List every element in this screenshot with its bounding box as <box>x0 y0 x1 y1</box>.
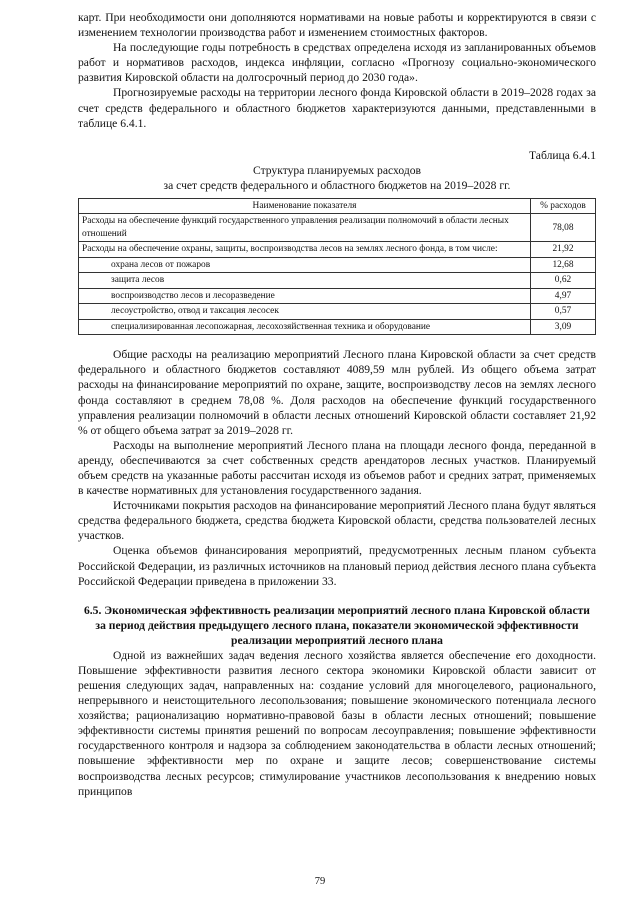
row-value: 3,09 <box>531 319 596 335</box>
table-row <box>79 288 596 304</box>
table-row <box>79 242 596 258</box>
intro-paragraph-1: карт. При необходимости они дополняются нормативами на новые работы и корректируются в связи с изменением технологии производства работ и изменением стоимостных факторов. <box>78 11 596 40</box>
page-number: 79 <box>314 876 326 887</box>
section-heading: 6.5. Экономическая эффективность реализации мероприятий лесного плана Кировской области за период действия предыдущего лесного плана, показатели экономической эффективности реализации мероприятий лесного плана <box>83 603 590 647</box>
row-value: 0,62 <box>531 273 596 289</box>
row-name: воспроизводство лесов и лесоразведение <box>79 288 531 304</box>
column-header-percent: % расходов <box>531 198 596 214</box>
table-row <box>79 319 596 335</box>
row-value: 21,92 <box>531 242 596 258</box>
row-value: 4,97 <box>531 288 596 304</box>
table-row <box>79 257 596 273</box>
row-name: защита лесов <box>79 273 531 289</box>
row-name: лесоустройство, отвод и таксация лесосек <box>79 304 531 320</box>
row-name: Расходы на обеспечение охраны, защиты, воспроизводства лесов на землях лесного фонда, в том числе: <box>79 242 531 258</box>
row-name: Расходы на обеспечение функций государственного управления реализации полномочий в области лесных отношений <box>79 214 531 242</box>
table-caption-line2: за счет средств федерального и областного бюджетов на 2019–2028 гг. <box>163 178 511 192</box>
document-page <box>78 10 596 799</box>
table-caption-line1: Структура планируемых расходов <box>253 163 421 177</box>
expense-structure-table <box>78 198 596 336</box>
row-value: 0,57 <box>531 304 596 320</box>
body-paragraph-4: Оценка объемов финансирования мероприятий, предусмотренных лесным планом субъекта Российской Федерации, из различных источников на плановый период действия лесного плана субъекта Российской Федерации приведена в приложении 33. <box>78 544 596 588</box>
row-name: охрана лесов от пожаров <box>79 257 531 273</box>
table-label: Таблица 6.4.1 <box>529 148 596 162</box>
row-value: 12,68 <box>531 257 596 273</box>
table-header-row <box>79 198 596 214</box>
body-paragraph-2: Расходы на выполнение мероприятий Лесного плана на площади лесного фонда, переданной в аренду, обеспечиваются за счет собственных средств арендаторов лесных участков. Планируемый объем средств на указанные работы рассчитан исходя из объемов работ и средних затрат, применяемых в качестве нормативных для установления государственного задания. <box>78 438 596 498</box>
row-name: специализированная лесопожарная, лесохозяйственная техника и оборудование <box>79 319 531 335</box>
column-header-name: Наименование показателя <box>79 198 531 214</box>
table-row <box>79 304 596 320</box>
body-paragraph-3: Источниками покрытия расходов на финансирование мероприятий Лесного плана будут являться средства федерального бюджета, средства бюджета Кировской области, средства пользователей лесных участков. <box>78 499 596 543</box>
intro-paragraph-3: Прогнозируемые расходы на территории лесного фонда Кировской области в 2019–2028 годах за счет средств федерального и областного бюджетов характеризуются данными, представленными в таблице 6.4.1. <box>78 86 596 130</box>
table-row <box>79 214 596 242</box>
row-value: 78,08 <box>531 214 596 242</box>
section-paragraph: Одной из важнейших задач ведения лесного хозяйства является обеспечение его доходности. Повышение эффективности развития лесного сектора экономики Кировской области зависит от решения следующих задач, направленных на: создание условий для многоцелевого, рационального, непрерывного и неистощительного лесопользования; повышение экономического потенциала лесного хозяйства; рационализацию нормативно-правовой базы в области лесных отношений; повышение эффективности системы принятия решений по вопросам лесоуправления; повышение эффективности государственного контроля и надзора за соблюдением законодательства в области лесных отношений; повышение эффективности мер по охране и защите лесов; совершенствование системы воспроизводства лесных ресурсов; стимулирование участников лесопользования к внедрению новых принципов <box>78 648 596 798</box>
intro-paragraph-2: На последующие годы потребность в средствах определена исходя из запланированных объемов работ и нормативов расходов, индекса инфляции, согласно «Прогнозу социально-экономического развития Кировской области на долгосрочный период до 2030 года». <box>78 41 596 85</box>
body-paragraph-1: Общие расходы на реализацию мероприятий Лесного плана Кировской области за счет средств федерального и областного бюджетов составляют 4089,59 млн рублей. Из общего объема затрат расходы на финансирование мероприятий по охране, защите, воспроизводству лесов на землях лесного фонда составляют в среднем 78,08 %. Доля расходов на обеспечение функций государственного управления реализации полномочий в области лесных отношений Кировской области составляет 21,92 % от общего объема затрат за 2019–2028 гг. <box>78 348 596 437</box>
table-row <box>79 273 596 289</box>
